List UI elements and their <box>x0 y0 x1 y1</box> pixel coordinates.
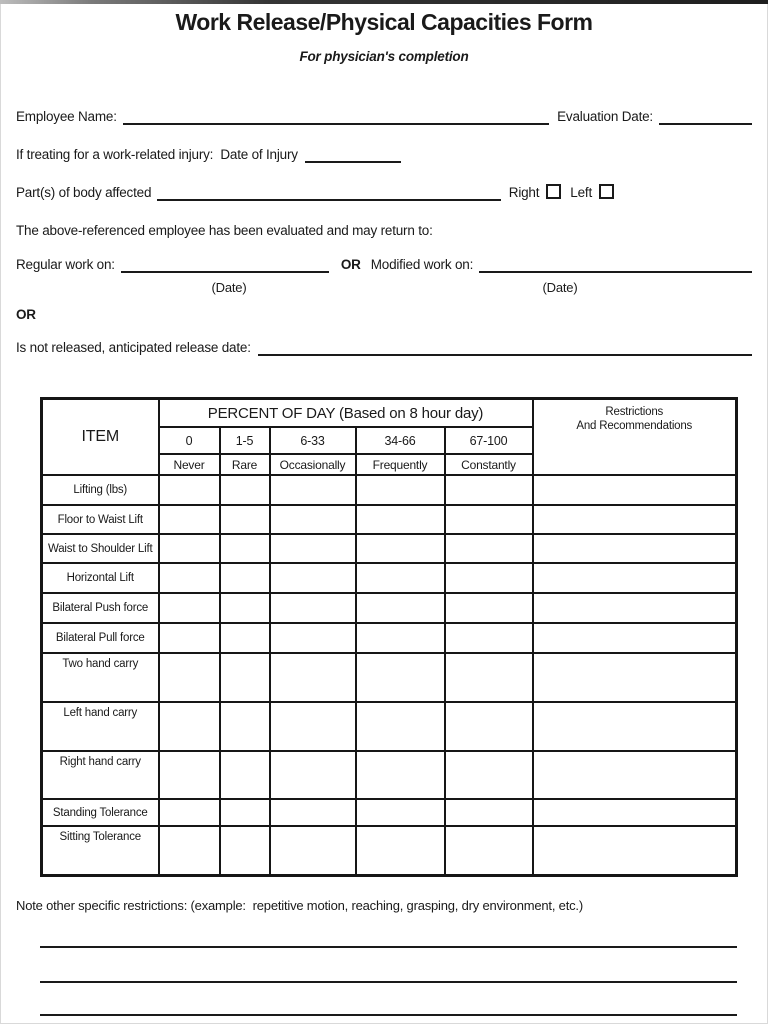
modified-work-label: Modified work on: <box>370 257 474 272</box>
body-parts-field[interactable] <box>157 184 500 201</box>
evaluation-date-field[interactable] <box>659 108 752 125</box>
cell-rare[interactable] <box>220 534 270 563</box>
cell-restrictions[interactable] <box>533 505 737 534</box>
cell-frequently[interactable] <box>356 799 445 826</box>
item-label: Right hand carry <box>42 751 159 799</box>
cell-restrictions[interactable] <box>533 593 737 623</box>
item-label: Floor to Waist Lift <box>42 505 159 534</box>
cell-frequently[interactable] <box>356 826 445 876</box>
cell-never[interactable] <box>159 475 220 505</box>
item-label: Two hand carry <box>42 653 159 702</box>
release-date-field[interactable] <box>258 339 752 356</box>
cell-never[interactable] <box>159 505 220 534</box>
cell-restrictions[interactable] <box>533 623 737 653</box>
cell-never[interactable] <box>159 751 220 799</box>
restrictions-header-line2: And Recommendations <box>576 420 693 432</box>
other-restrictions-note: Note other specific restrictions: (example: repetitive motion, reaching, grasping, dry environment, etc.) <box>16 898 583 913</box>
cell-frequently[interactable] <box>356 751 445 799</box>
freq-label-rare: Rare <box>220 454 270 475</box>
cell-constantly[interactable] <box>445 475 533 505</box>
item-label: Sitting Tolerance <box>42 826 159 876</box>
cell-constantly[interactable] <box>445 505 533 534</box>
cell-occasionally[interactable] <box>270 475 356 505</box>
table-row <box>42 623 737 653</box>
form-title: Work Release/Physical Capacities Form <box>175 9 593 35</box>
restrictions-write-line-2[interactable] <box>40 981 737 983</box>
employee-name-label: Employee Name: <box>16 109 117 124</box>
body-parts-row <box>16 184 752 201</box>
item-label: Bilateral Pull force <box>42 623 159 653</box>
not-released-row <box>16 339 752 356</box>
cell-occasionally[interactable] <box>270 799 356 826</box>
percent-of-day-header: PERCENT OF DAY (Based on 8 hour day) <box>159 399 533 428</box>
cell-frequently[interactable] <box>356 623 445 653</box>
cell-occasionally[interactable] <box>270 826 356 876</box>
or-row <box>16 306 752 323</box>
restrictions-write-line-3[interactable] <box>40 1014 737 1016</box>
item-label: Lifting (lbs) <box>42 475 159 505</box>
cell-never[interactable] <box>159 623 220 653</box>
cell-occasionally[interactable] <box>270 505 356 534</box>
capacities-table <box>40 397 738 877</box>
return-to-work-row <box>16 256 752 273</box>
cell-constantly[interactable] <box>445 751 533 799</box>
item-label: Horizontal Lift <box>42 563 159 593</box>
cell-never[interactable] <box>159 563 220 593</box>
item-label: Left hand carry <box>42 702 159 751</box>
restrictions-column-header <box>533 399 737 476</box>
employee-name-field[interactable] <box>123 108 549 125</box>
freq-label-frequently: Frequently <box>356 454 445 475</box>
statement-row <box>16 222 752 239</box>
right-checkbox[interactable] <box>546 184 561 199</box>
table-row <box>42 475 737 505</box>
cell-occasionally[interactable] <box>270 593 356 623</box>
restrictions-write-line-1[interactable] <box>40 946 737 948</box>
freq-label-occasionally: Occasionally <box>270 454 356 475</box>
cell-restrictions[interactable] <box>533 702 737 751</box>
cell-never[interactable] <box>159 826 220 876</box>
evaluated-statement: The above-referenced employee has been evaluated and may return to: <box>16 223 433 238</box>
modified-work-date-field[interactable] <box>479 256 752 273</box>
cell-restrictions[interactable] <box>533 799 737 826</box>
injury-date-field[interactable] <box>305 146 401 163</box>
table-row <box>42 702 737 751</box>
cell-rare[interactable] <box>220 702 270 751</box>
cell-constantly[interactable] <box>445 534 533 563</box>
cell-constantly[interactable] <box>445 593 533 623</box>
freq-label-never: Never <box>159 454 220 475</box>
cell-occasionally[interactable] <box>270 702 356 751</box>
cell-restrictions[interactable] <box>533 653 737 702</box>
freq-label-constantly: Constantly <box>445 454 533 475</box>
cell-rare[interactable] <box>220 593 270 623</box>
table-row <box>42 505 737 534</box>
table-row <box>42 563 737 593</box>
cell-never[interactable] <box>159 653 220 702</box>
cell-occasionally[interactable] <box>270 751 356 799</box>
evaluation-date-label: Evaluation Date: <box>557 109 653 124</box>
table-row <box>42 593 737 623</box>
table-row <box>42 799 737 826</box>
cell-constantly[interactable] <box>445 799 533 826</box>
injury-row <box>16 146 752 163</box>
table-row <box>42 653 737 702</box>
cell-frequently[interactable] <box>356 563 445 593</box>
item-label: Standing Tolerance <box>42 799 159 826</box>
cell-constantly[interactable] <box>445 623 533 653</box>
regular-work-date-field[interactable] <box>121 256 329 273</box>
item-column-header: ITEM <box>42 399 159 476</box>
item-label: Bilateral Push force <box>42 593 159 623</box>
cell-rare[interactable] <box>220 563 270 593</box>
cell-occasionally[interactable] <box>270 623 356 653</box>
item-label: Waist to Shoulder Lift <box>42 534 159 563</box>
cell-constantly[interactable] <box>445 826 533 876</box>
cell-rare[interactable] <box>220 653 270 702</box>
cell-occasionally[interactable] <box>270 653 356 702</box>
cell-rare[interactable] <box>220 623 270 653</box>
cell-frequently[interactable] <box>356 702 445 751</box>
table-row <box>42 534 737 563</box>
cell-never[interactable] <box>159 702 220 751</box>
cell-never[interactable] <box>159 799 220 826</box>
restrictions-header-line1: Restrictions <box>605 406 664 418</box>
cell-rare[interactable] <box>220 826 270 876</box>
cell-frequently[interactable] <box>356 653 445 702</box>
cell-frequently[interactable] <box>356 475 445 505</box>
freq-value-1-5: 1-5 <box>220 427 270 454</box>
freq-value-67-100: 67-100 <box>445 427 533 454</box>
cell-never[interactable] <box>159 593 220 623</box>
date-caption-regular: (Date) <box>211 280 247 295</box>
employee-name-row <box>16 108 752 125</box>
or-separator: OR <box>340 257 361 272</box>
cell-occasionally[interactable] <box>270 563 356 593</box>
cell-restrictions[interactable] <box>533 751 737 799</box>
cell-frequently[interactable] <box>356 505 445 534</box>
freq-value-6-33: 6-33 <box>270 427 356 454</box>
left-checkbox[interactable] <box>599 184 614 199</box>
right-label: Right <box>508 185 540 200</box>
cell-constantly[interactable] <box>445 653 533 702</box>
cell-frequently[interactable] <box>356 593 445 623</box>
date-caption-modified: (Date) <box>542 280 578 295</box>
table-row <box>42 826 737 876</box>
cell-restrictions[interactable] <box>533 534 737 563</box>
injury-label: If treating for a work-related injury: Date of Injury <box>16 147 298 162</box>
cell-rare[interactable] <box>220 475 270 505</box>
cell-rare[interactable] <box>220 799 270 826</box>
cell-restrictions[interactable] <box>533 475 737 505</box>
cell-occasionally[interactable] <box>270 534 356 563</box>
regular-work-label: Regular work on: <box>16 257 115 272</box>
cell-restrictions[interactable] <box>533 826 737 876</box>
cell-frequently[interactable] <box>356 534 445 563</box>
freq-value-34-66: 34-66 <box>356 427 445 454</box>
or-standalone: OR <box>16 307 36 322</box>
body-parts-label: Part(s) of body affected <box>16 185 152 200</box>
cell-restrictions[interactable] <box>533 563 737 593</box>
freq-value-0: 0 <box>159 427 220 454</box>
cell-rare[interactable] <box>220 505 270 534</box>
cell-constantly[interactable] <box>445 702 533 751</box>
scan-edge <box>0 0 768 4</box>
cell-never[interactable] <box>159 534 220 563</box>
table-row <box>42 751 737 799</box>
not-released-label: Is not released, anticipated release date: <box>16 340 251 355</box>
cell-rare[interactable] <box>220 751 270 799</box>
form-subtitle: For physician's completion <box>299 49 469 64</box>
left-label: Left <box>570 185 592 200</box>
cell-constantly[interactable] <box>445 563 533 593</box>
